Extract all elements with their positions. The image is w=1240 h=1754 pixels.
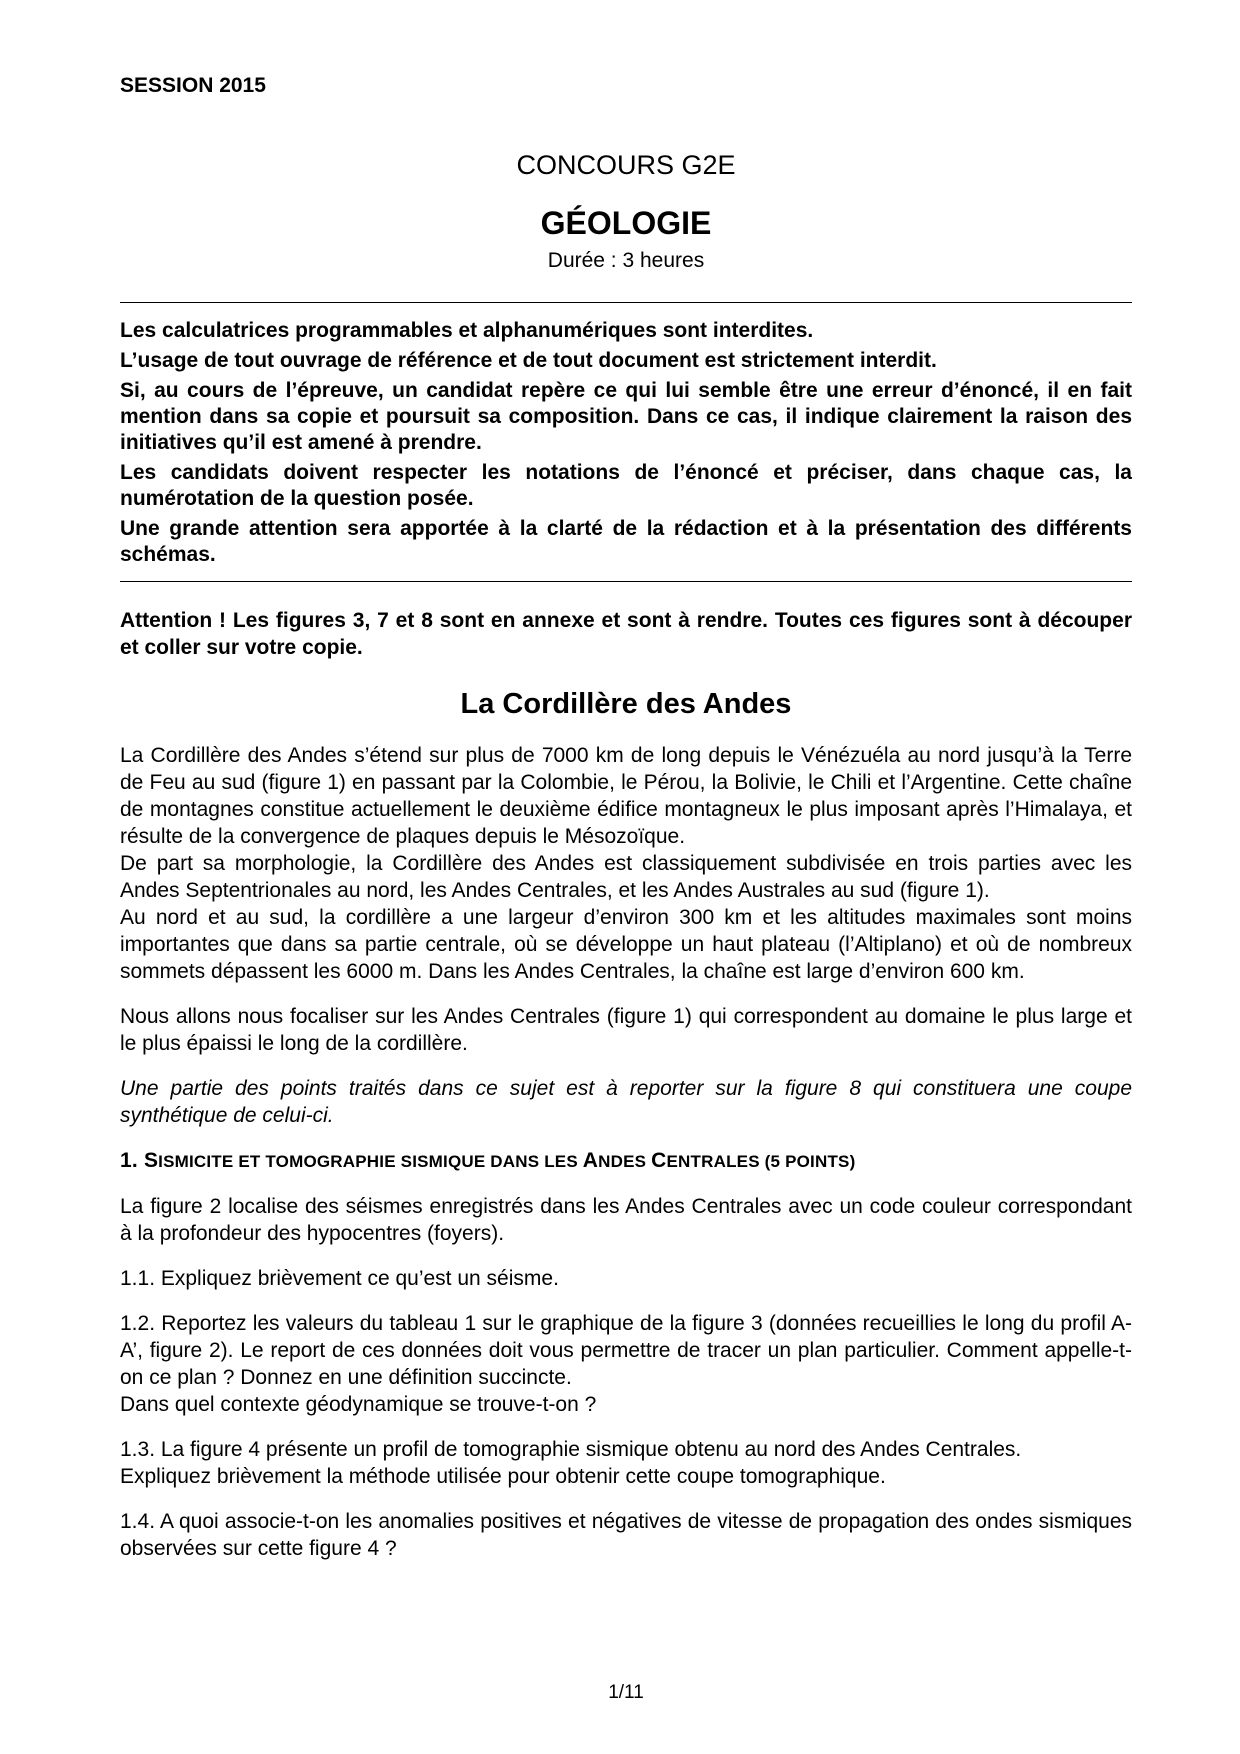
- rule-presentation: Une grande attention sera apportée à la clarté de la rédaction et à la présentation des différents schémas.: [120, 517, 1132, 566]
- intro-paragraph-2: De part sa morphologie, la Cordillère des Andes est classiquement subdivisée en trois parties avec les Andes Septentrionales au nord, les Andes Centrales, et les Andes Australes au sud (figure 1).: [120, 852, 1132, 902]
- part1-heading: 1. SISMICITE ET TOMOGRAPHIE SISMIQUE DANS LES ANDES CENTRALES (5 POINTS): [120, 1149, 856, 1172]
- intro-note: Une partie des points traités dans ce sujet est à reporter sur la figure 8 qui constituera une coupe synthétique de celui-ci.: [120, 1077, 1132, 1127]
- intro-paragraph-3: Au nord et au sud, la cordillère a une largeur d’environ 300 km et les altitudes maximales sont moins importantes que dans sa partie centrale, où se développe un haut plateau (l’Altiplano) et où de nombreux sommets dépassent les 6000 m. Dans les Andes Centrales, la chaîne est large d’environ 600 km.: [120, 906, 1132, 983]
- rule-errors: Si, au cours de l’épreuve, un candidat repère ce qui lui semble être une erreur d’énoncé, il en fait mention dans sa copie et poursuit sa composition. Dans ce cas, il indique clairement la raison des initiatives qu’il est amené à prendre.: [120, 379, 1132, 454]
- question-1-1: 1.1. Expliquez brièvement ce qu’est un séisme.: [120, 1267, 559, 1290]
- exam-rules: [120, 318, 1132, 572]
- subject-title: GÉOLOGIE: [540, 205, 712, 241]
- part1-intro: La figure 2 localise des séismes enregistrés dans les Andes Centrales avec un code couleur correspondant à la profondeur des hypocentres (foyers).: [120, 1195, 1132, 1245]
- concours-title: CONCOURS G2E: [516, 150, 736, 180]
- question-1-4: 1.4. A quoi associe-t-on les anomalies positives et négatives de vitesse de propagation des ondes sismiques observées sur cette figure 4 ?: [120, 1510, 1132, 1560]
- attention-notice: Attention ! Les figures 3, 7 et 8 sont en annexe et sont à rendre. Toutes ces figures sont à découper et coller sur votre copie.: [120, 609, 1132, 659]
- bottom-divider: [120, 581, 1132, 582]
- document-page: [120, 0, 1132, 1754]
- section-title: La Cordillère des Andes: [460, 688, 792, 720]
- question-1-2-context: Dans quel contexte géodynamique se trouve-t-on ?: [120, 1393, 597, 1416]
- question-1-3: 1.3. La figure 4 présente un profil de tomographie sismique obtenu au nord des Andes Centrales.: [120, 1438, 1022, 1461]
- top-divider: [120, 302, 1132, 303]
- rule-documents: L’usage de tout ouvrage de référence et de tout document est strictement interdit.: [120, 349, 937, 372]
- question-1-2: 1.2. Reportez les valeurs du tableau 1 sur le graphique de la figure 3 (données recueillies le long du profil A-A’, figure 2). Le report de ces données doit vous permettre de tracer un plan particulier. Comment appelle-t-on ce plan ? Donnez en une définition succincte.: [120, 1312, 1132, 1389]
- intro-paragraph-4: Nous allons nous focaliser sur les Andes Centrales (figure 1) qui correspondent au domaine le plus large et le plus épaissi le long de la cordillère.: [120, 1005, 1132, 1055]
- rule-notations: Les candidats doivent respecter les notations de l’énoncé et préciser, dans chaque cas, la numérotation de la question posée.: [120, 461, 1132, 510]
- session-label: SESSION 2015: [120, 74, 266, 97]
- page-number: 1/11: [608, 1682, 644, 1703]
- intro-paragraph-1: La Cordillère des Andes s’étend sur plus de 7000 km de long depuis le Vénézuéla au nord jusqu’à la Terre de Feu au sud (figure 1) en passant par la Colombie, le Pérou, la Bolivie, le Chili et l’Argentine. Cette chaîne de montagnes constitue actuellement le deuxième édifice montagneux le plus imposant après l’Himalaya, et résulte de la convergence de plaques depuis le Mésozoïque.: [120, 744, 1132, 848]
- body-text: [120, 742, 1132, 1562]
- rule-calculators: Les calculatrices programmables et alphanumériques sont interdites.: [120, 319, 814, 342]
- exam-duration: Durée : 3 heures: [547, 249, 705, 272]
- question-1-3-method: Expliquez brièvement la méthode utilisée pour obtenir cette coupe tomographique.: [120, 1465, 886, 1488]
